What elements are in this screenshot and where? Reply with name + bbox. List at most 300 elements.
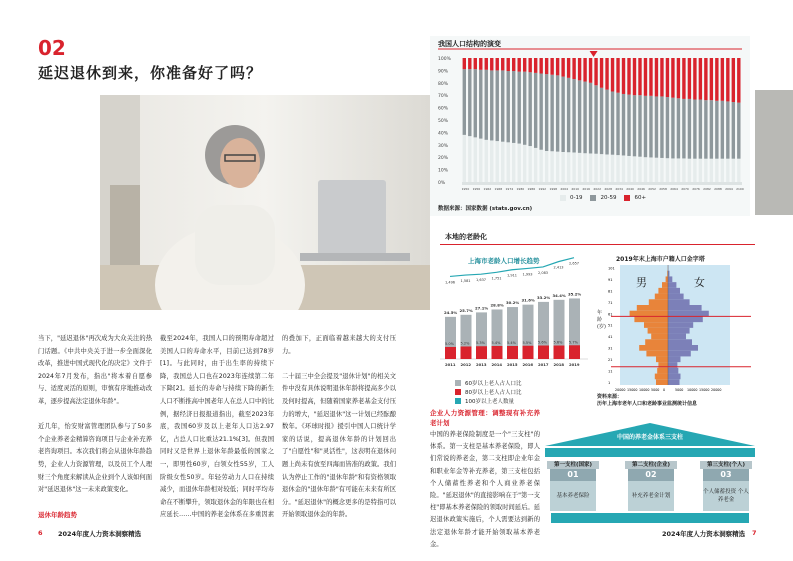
- population-pyramid-chart: [596, 250, 751, 400]
- bar-60plus: [496, 58, 499, 70]
- male-bar: [666, 276, 668, 282]
- section-divider: [440, 244, 755, 245]
- y-tick: 31: [608, 346, 613, 351]
- bar-0-19: [507, 142, 510, 182]
- pyramid-source: 资料来源： 历年上海市老年人口和老龄事业监测统计信息: [597, 394, 698, 407]
- bar-60plus: [567, 58, 570, 78]
- female-bar: [668, 379, 680, 385]
- bar-60plus: [704, 58, 707, 100]
- female-bar: [668, 334, 686, 340]
- x-tick: 2016: [522, 362, 534, 367]
- bar-60plus: [539, 58, 542, 74]
- x-tick: 2022: [593, 187, 602, 191]
- bar-0-19: [594, 154, 597, 182]
- bar-60plus: [463, 58, 466, 69]
- bar-20-59: [693, 100, 696, 159]
- bar-60plus: [622, 58, 625, 94]
- male-bar: [657, 368, 668, 374]
- y-tick: 80%: [438, 81, 449, 87]
- female-bar: [668, 322, 693, 328]
- y-tick: 71: [608, 300, 613, 305]
- bar-20-59: [710, 100, 713, 159]
- x-tick: 1992: [538, 187, 547, 191]
- bar-0-19: [704, 159, 707, 182]
- bar-20-59: [688, 99, 691, 159]
- bar-0-19: [737, 159, 740, 182]
- x-tick: 2040: [626, 187, 634, 191]
- female-bar: [668, 305, 702, 311]
- y-tick: 10%: [438, 168, 449, 174]
- bar-0-19: [534, 148, 537, 182]
- x-tick: 2088: [714, 187, 722, 191]
- bar-60plus: [485, 58, 488, 70]
- x-tick: 10000: [639, 388, 650, 392]
- bar-60plus: [732, 58, 735, 102]
- male-bar: [655, 374, 668, 380]
- bar-20-59: [737, 103, 740, 159]
- y-tick: 100%: [438, 57, 451, 62]
- bar-60plus: [583, 58, 586, 82]
- bar-20-59: [666, 97, 669, 158]
- bar-20-59: [622, 94, 625, 156]
- bar-0-19: [501, 142, 504, 182]
- woman-thinking-photo: [100, 95, 430, 310]
- bar-20-59: [589, 83, 592, 154]
- x-tick: 2070: [681, 187, 689, 191]
- bar-0-19: [528, 146, 531, 182]
- bar-60plus: [649, 58, 652, 96]
- bar-80plus-share: [554, 346, 565, 359]
- pillars-roof-label: 中国的养老金体系三支柱: [616, 434, 683, 441]
- x-tick: 20000: [615, 388, 626, 392]
- bar-0-19: [550, 151, 553, 182]
- bar-20-59: [726, 101, 729, 158]
- data-label: 1,751: [491, 276, 502, 281]
- y-tick: 40%: [438, 131, 449, 137]
- chart-title: 上海市老龄人口增长趋势: [468, 257, 540, 265]
- bar-60plus: [660, 58, 663, 96]
- x-tick: 2004: [560, 187, 569, 191]
- x-tick: 2076: [692, 187, 700, 191]
- female-bar: [668, 288, 680, 294]
- bar-60plus: [589, 58, 592, 83]
- data-label: 5.4%: [507, 340, 516, 345]
- marker-triangle-icon: [590, 51, 598, 57]
- bar-60plus: [474, 58, 477, 69]
- bar-0-19: [633, 156, 636, 182]
- female-bar: [668, 356, 680, 362]
- bar-0-19: [616, 155, 619, 182]
- bar-20-59: [485, 70, 488, 140]
- bar-20-59: [490, 70, 493, 140]
- legend-100plus-count: 100岁以上老人数量: [455, 396, 522, 405]
- x-tick: 1956: [472, 187, 481, 191]
- bar-0-19: [666, 158, 669, 182]
- bar-20-59: [594, 85, 597, 153]
- y-tick: 50%: [438, 119, 449, 124]
- bar-60plus: [715, 58, 718, 101]
- x-tick: 2010: [571, 187, 580, 191]
- y-tick: 20%: [438, 156, 449, 162]
- bar-80plus-share: [445, 347, 456, 359]
- paragraph: 近几年，怡安财富管理团队参与了50多个企业养老金精算咨询项目与企业补充养老咨询项目。本次我们将会从退休年龄趋势，企业人力资源管理，以及员工个人理财三个角度来解读从企业到个人该如何面对"延迟退休"这一未来政策变化。: [38, 423, 152, 494]
- bar-0-19: [583, 153, 586, 182]
- y-tick: 41: [608, 335, 613, 340]
- bar-60plus: [616, 58, 619, 93]
- bar-60plus: [578, 58, 581, 80]
- section-heading: 企业人力资源管理：调整现有补充养老计划: [430, 409, 540, 427]
- bar-0-19: [567, 152, 570, 182]
- data-label: 31.6%: [521, 297, 535, 303]
- bar-80plus-share: [569, 345, 580, 359]
- x-tick: 2014: [491, 362, 503, 367]
- shanghai-chart-legend: [455, 378, 522, 405]
- data-label: 25.7%: [459, 307, 473, 313]
- male-bar: [645, 339, 668, 345]
- y-tick: 1: [608, 380, 611, 385]
- bar-20-59: [561, 77, 564, 152]
- bar-60plus: [726, 58, 729, 101]
- legend-60plus: 60+: [624, 193, 646, 202]
- bar-0-19: [545, 151, 548, 182]
- bar-0-19: [649, 157, 652, 182]
- bar-0-19: [682, 158, 685, 182]
- x-tick: 5000: [675, 388, 684, 392]
- bar-60plus: [468, 58, 471, 69]
- male-bar: [644, 322, 668, 328]
- bar-0-19: [688, 159, 691, 182]
- bar-60plus: [677, 58, 680, 98]
- data-label: 1,993: [522, 272, 533, 277]
- x-tick: 15000: [699, 388, 710, 392]
- x-tick: 1962: [483, 187, 492, 191]
- bar-20-59: [633, 95, 636, 156]
- bar-20-59: [704, 100, 707, 159]
- y-tick: 101: [608, 266, 615, 271]
- bar-20-59: [463, 69, 466, 135]
- y-tick: 90%: [438, 69, 449, 75]
- x-tick: 2019: [569, 362, 580, 367]
- bar-20-59: [616, 93, 619, 155]
- bar-20-59: [556, 75, 559, 151]
- bar-0-19: [715, 159, 718, 182]
- male-bar: [637, 305, 668, 311]
- male-bar: [630, 311, 668, 317]
- legend-20-59: 20-59: [590, 193, 616, 202]
- bar-20-59: [539, 74, 542, 150]
- bar-20-59: [611, 91, 614, 154]
- male-bar: [656, 379, 668, 385]
- data-label: 5.6%: [553, 340, 563, 345]
- footer-left: 2024年度人力资本洞察精选: [58, 530, 142, 538]
- male-bar: [658, 288, 668, 294]
- x-tick: 2017: [538, 362, 549, 367]
- male-bar: [656, 356, 668, 362]
- female-bar: [668, 276, 672, 282]
- x-tick: 1980: [516, 187, 525, 191]
- bar-0-19: [512, 143, 515, 182]
- bar-0-19: [474, 137, 477, 182]
- bar-0-19: [496, 141, 499, 182]
- bar-20-59: [512, 71, 515, 143]
- y-tick: 30%: [438, 143, 449, 149]
- bar-20-59: [479, 70, 482, 139]
- bar-60plus: [561, 58, 564, 77]
- bar-60plus: [633, 58, 636, 95]
- section-number: 02: [38, 36, 66, 60]
- pillar-1: 第一支柱(国家) 01 基本养老保险: [547, 461, 599, 511]
- bar-0-19: [638, 157, 641, 182]
- data-label: 27.1%: [475, 305, 489, 311]
- bar-20-59: [605, 90, 608, 155]
- footer-right: 2024年度人力资本洞察精选: [662, 530, 746, 538]
- male-label: 男: [636, 276, 647, 289]
- y-tick: 61: [608, 312, 613, 317]
- bar-0-19: [721, 159, 724, 182]
- bar-20-59: [496, 70, 499, 141]
- bar-20-59: [699, 100, 702, 159]
- section-title: 本地的老龄化: [445, 233, 487, 241]
- bar-60plus: [479, 58, 482, 70]
- bar-20-59: [507, 71, 510, 142]
- bar-0-19: [600, 154, 603, 182]
- x-tick: 15000: [627, 388, 638, 392]
- bar-60plus: [644, 58, 647, 96]
- bar-60plus: [550, 58, 553, 75]
- page-number-left: 6: [38, 529, 43, 537]
- bar-60plus: [699, 58, 702, 100]
- x-tick: 1986: [527, 187, 536, 191]
- y-tick: 60%: [438, 106, 449, 112]
- bar-60plus: [528, 58, 531, 72]
- x-tick: 2046: [637, 187, 645, 191]
- bar-0-19: [485, 140, 488, 182]
- chart-legend: [560, 193, 646, 202]
- population-structure-chart: [430, 36, 750, 216]
- paragraph: 二十届三中全会提及"退休计划"的相关文件中没有具体说明退休年龄将提高多少以及何时提高，但随着国家养老基金支付压力的增大，"延迟退休"这一计划已经酝酿数年。《环球时报》援引中国人口统计学家的话说，提高退休年龄的计划回出了"自愿性"和"灵活性"，这表明在退休问题上尚未有放至四海而皆准的政策。我们认为停止工作的"退休年龄"和有资格领取退休金的"退休年龄"有可能在未来有所区分。"延迟退休"的概念更多的是特指可以开始领取退休金的年龄。: [282, 372, 396, 519]
- bar-60plus: [693, 58, 696, 100]
- bar-20-59: [572, 79, 575, 152]
- bar-60plus: [710, 58, 713, 100]
- bar-60plus: [600, 58, 603, 88]
- data-label: 5.6%: [538, 340, 547, 345]
- bar-0-19: [644, 157, 647, 182]
- article-body: [38, 333, 396, 528]
- male-bar: [649, 299, 668, 305]
- data-label: 30.2%: [506, 300, 520, 306]
- bar-60plus: [594, 58, 597, 85]
- page-number-right: 7: [752, 529, 757, 537]
- chart-title: 2019年末上海市户籍人口金字塔: [616, 256, 705, 263]
- bar-0-19: [572, 152, 575, 182]
- bar-60plus: [501, 58, 504, 70]
- bar-20-59: [644, 96, 647, 157]
- bar-60plus: [655, 58, 658, 96]
- bar-20-59: [671, 98, 674, 159]
- x-tick: 1968: [494, 187, 503, 191]
- bar-0-19: [660, 158, 663, 182]
- male-bar: [662, 282, 668, 288]
- y-tick: 81: [608, 289, 613, 294]
- bar-60plus: [518, 58, 521, 72]
- x-tick: 2016: [582, 187, 591, 191]
- bar-0-19: [732, 159, 735, 182]
- bar-60plus: [490, 58, 493, 70]
- bar-0-19: [539, 150, 542, 182]
- bar-60plus: [545, 58, 548, 74]
- y-axis-label: 年龄(岁): [597, 310, 606, 330]
- data-label: 5.3%: [476, 341, 485, 346]
- data-label: 24.5%: [444, 309, 458, 315]
- y-tick: 51: [608, 323, 613, 328]
- bar-0-19: [518, 144, 521, 182]
- bar-0-19: [622, 155, 625, 182]
- y-tick: 21: [608, 358, 613, 362]
- bar-0-19: [677, 158, 680, 182]
- photo-illustration: [100, 95, 430, 310]
- x-tick: 2034: [615, 187, 623, 191]
- y-tick: 11: [608, 369, 613, 374]
- female-bar: [668, 351, 691, 357]
- data-label: 1,581: [460, 279, 471, 284]
- bar-80plus-share: [507, 346, 518, 359]
- data-label: 5.7%: [569, 340, 578, 345]
- female-bar: [668, 271, 669, 277]
- bar-60plus: [507, 58, 510, 71]
- bar-20-59: [627, 95, 630, 156]
- data-label: 2,413: [553, 265, 564, 270]
- bar-60plus: [638, 58, 641, 95]
- bar-20-59: [550, 75, 553, 152]
- bar-60plus: [737, 58, 740, 103]
- x-tick: 2094: [725, 187, 733, 191]
- hr-section: [430, 408, 540, 551]
- y-tick: 70%: [438, 94, 449, 100]
- bar-0-19: [589, 153, 592, 182]
- data-label: 1,637: [476, 278, 487, 283]
- page-title: 延迟退休到来，你准备好了吗？: [38, 64, 263, 82]
- shanghai-aging-chart: [440, 250, 590, 380]
- bar-0-19: [561, 152, 564, 182]
- bar-80plus-share: [523, 346, 534, 359]
- data-label: 5.2%: [460, 341, 470, 346]
- data-label: 34.4%: [552, 292, 566, 298]
- bar-60plus: [605, 58, 608, 90]
- bar-0-19: [699, 159, 702, 182]
- bar-60plus: [688, 58, 691, 99]
- bar-60plus: [534, 58, 537, 73]
- bar-0-19: [726, 159, 729, 182]
- female-bar: [668, 311, 709, 317]
- bar-0-19: [468, 136, 471, 182]
- bar-60plus: [572, 58, 575, 79]
- bar-60plus: [611, 58, 614, 91]
- female-bar: [668, 328, 690, 334]
- x-tick: 10000: [687, 388, 698, 392]
- bar-60plus: [682, 58, 685, 99]
- bar-20-59: [545, 74, 548, 151]
- bar-80plus-share: [538, 346, 549, 359]
- data-label: 5.0%: [445, 341, 454, 346]
- x-tick: 2015: [507, 362, 518, 367]
- bar-0-19: [611, 155, 614, 182]
- bar-20-59: [567, 78, 570, 152]
- bar-60plus: [721, 58, 724, 101]
- bar-20-59: [682, 99, 685, 159]
- legend-0-19: 0-19: [560, 193, 582, 202]
- data-label: 28.8%: [490, 302, 504, 308]
- bar-60plus: [627, 58, 630, 95]
- bar-60plus: [556, 58, 559, 75]
- bar-20-59: [638, 95, 641, 157]
- bar-0-19: [693, 159, 696, 182]
- female-bar: [668, 294, 684, 300]
- bar-20-59: [721, 101, 724, 159]
- bar-0-19: [605, 154, 608, 182]
- bar-20-59: [468, 69, 471, 136]
- x-tick: 2011: [445, 362, 456, 367]
- data-label: 1,911: [507, 273, 518, 278]
- male-bar: [655, 294, 668, 300]
- x-tick: 1974: [505, 187, 514, 191]
- x-axis: [462, 182, 742, 185]
- female-label: 女: [694, 276, 705, 289]
- male-bar: [634, 316, 668, 322]
- male-bar: [648, 328, 668, 334]
- x-tick: 2018: [553, 362, 565, 367]
- x-tick: 2082: [703, 187, 711, 191]
- bar-0-19: [578, 153, 581, 182]
- x-tick: 5000: [651, 388, 660, 392]
- bar-0-19: [627, 156, 630, 182]
- paragraph: 中国的养老保险制度是一个"三支柱"的体系。第一支柱是基本养老保险，即人们常说的养老金，第二支柱即企业年金和职业年金等补充养老，第三支柱包括个人储蓄性养老和个人商业养老保险。"延迟退休"的直接影响在于"第一支柱"即基本养老保险的领取时间延后。延迟退休政策实施后，个人需要达到新的法定退休年龄才能开始领取基本养老金。: [430, 431, 540, 548]
- legend-60plus-share: 60岁以上老人占人口比: [455, 378, 522, 387]
- paragraph: 截至2024年，我国人口的预期寿命超过美国人口的寿命水平，目前已达到78岁[1]。与此同时，由于出生率的持续下降，我国总人口也在2023年连续第二年下降[2]。延长的寿命与持续下降的新生人口不断推高中国老年人在总人口中的比例，据经济日报报道指出，截至2023年底，我国60岁及以上老年人口达2.97亿，占总人口比重达21.1%[3]。但我国同时又是世界上退休年龄最低的国家之一，即男性60岁，白领女性55岁，工人阶级女性50岁。年轻劳动力人口在持续减少，而退休年龄相对较低；同时平均寿命在不断攀升，领取退休金的年限也在相应延长……中国的养老金体系在多重因素的叠加下，正面临着越来越大的支付压力。: [160, 335, 396, 519]
- x-tick: 1998: [549, 187, 558, 191]
- data-label: 5.4%: [491, 340, 501, 345]
- bar-0-19: [710, 159, 713, 182]
- pillar-2: 第二支柱(企业) 02 补充养老金计划: [625, 461, 677, 511]
- bar-0-19: [463, 135, 466, 182]
- bar-20-59: [578, 80, 581, 153]
- bar-20-59: [600, 88, 603, 154]
- bar-20-59: [534, 73, 537, 148]
- bar-0-19: [655, 158, 658, 182]
- bar-20-59: [528, 72, 531, 146]
- data-label: 33.2%: [537, 294, 551, 300]
- bar-0-19: [479, 139, 482, 182]
- female-bar: [668, 299, 690, 305]
- data-label: 5.5%: [522, 340, 532, 345]
- x-tick: 2012: [460, 362, 472, 367]
- female-bar: [668, 345, 698, 351]
- data-label: 1,496: [445, 280, 456, 285]
- data-label: 2,657: [569, 261, 580, 266]
- x-tick: 1950: [461, 187, 470, 191]
- bar-20-59: [474, 69, 477, 137]
- bar-20-59: [655, 96, 658, 157]
- bar-20-59: [677, 98, 680, 158]
- bar-60plus: [523, 58, 526, 72]
- x-tick: 20000: [711, 388, 722, 392]
- y-tick: 91: [608, 278, 613, 282]
- y-tick: 0%: [438, 181, 446, 186]
- bar-20-59: [732, 102, 735, 159]
- bar-20-59: [501, 70, 504, 141]
- male-bar: [646, 351, 668, 357]
- paragraph: 当下，"延迟退休"再次成为大众关注的热门话题。《中共中央关于进一步全面深化改革，推进中国式现代化的决定》文件于2024年7月发布，指出"将本着自愿参与、适度灵活的原则，审慎有序地推动改革，逐步提高法定退休年龄"。: [38, 335, 152, 405]
- data-label: 35.2%: [568, 291, 582, 297]
